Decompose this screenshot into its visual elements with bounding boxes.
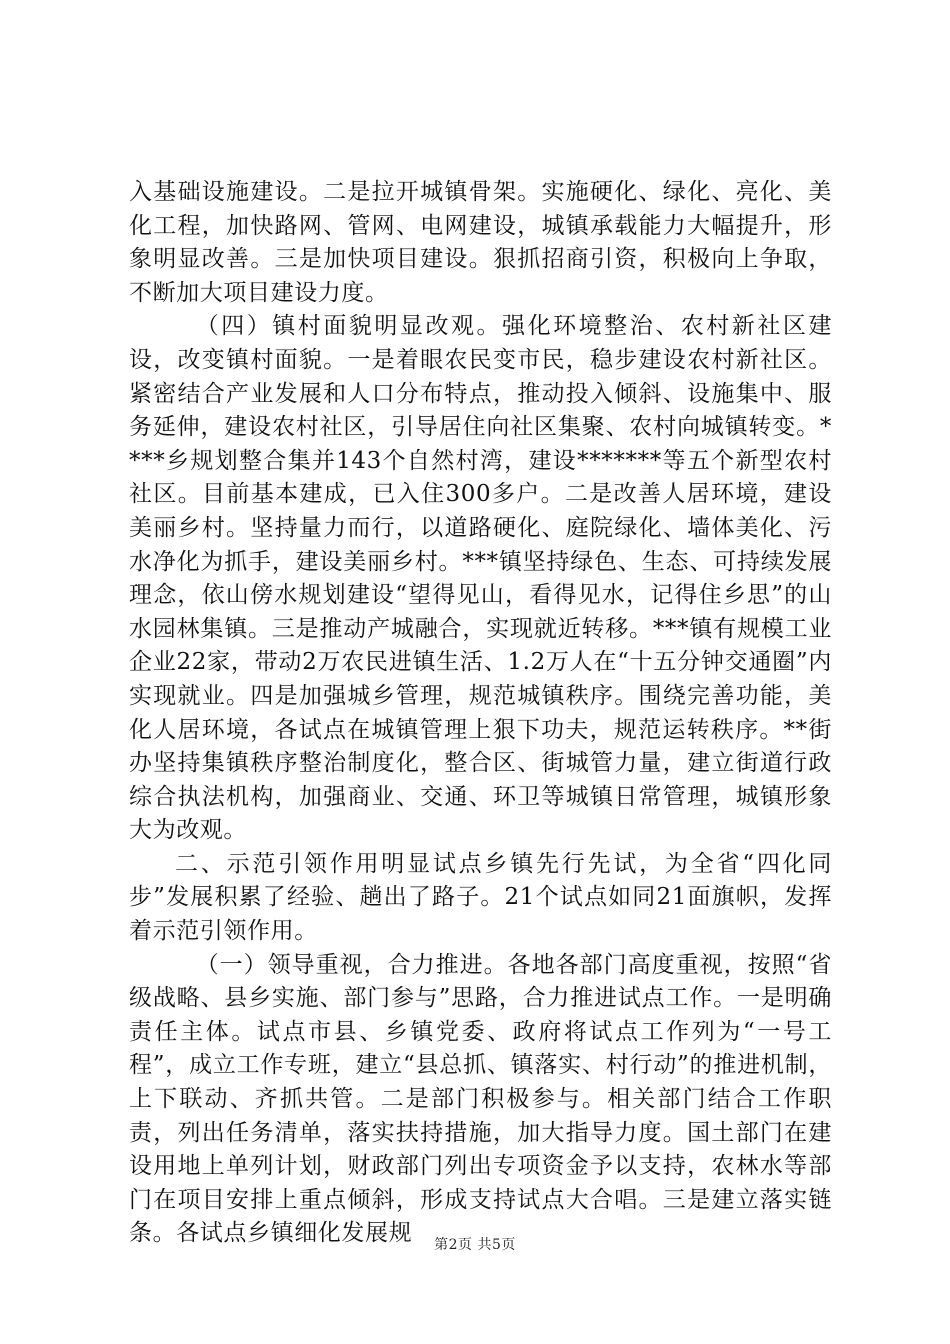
page-footer: 第2页 共5页 xyxy=(434,1237,516,1253)
paragraph-heading-2: 二、示范引领作用明显试点乡镇先行先试，为全省“四化同步”发展积累了经验、趟出了路子。21个试点如同21面旗帜，发挥着示范引领作用。 xyxy=(129,850,832,945)
paragraph-continued: 入基础设施建设。二是拉开城镇骨架。实施硬化、绿化、亮化、美化工程，加快路网、管网、电网建设，城镇承载能力大幅提升，形象明显改善。三是加快项目建设。狠抓招商引资，积极向上争取，不断加大项目建设力度。 xyxy=(129,179,832,306)
paragraph-section-1: （一）领导重视，合力推进。各地各部门高度重视，按照“省级战略、县乡实施、部门参与”思路，合力推进试点工作。一是明确责任主体。试点市县、乡镇党委、政府将试点工作列为“一号工程”，成立工作专班，建立“县总抓、镇落实、村行动”的推进机制，上下联动、齐抓共管。二是部门积极参与。相关部门结合工作职责，列出任务清单，落实扶持措施，加大指导力度。国土部门在建设用地上单列计划，财政部门列出专项资金予以支持，农林水等部门在项目安排上重点倾斜，形成支持试点大合唱。三是建立落实链条。各试点乡镇细化发展规 xyxy=(129,951,832,1247)
document-body xyxy=(129,176,832,1251)
paragraph-section-4: （四）镇村面貌明显改观。强化环境整治、农村新社区建设，改变镇村面貌。一是着眼农民变市民，稳步建设农村新社区。紧密结合产业发展和人口分布特点，推动投入倾斜、设施集中、服务延伸，建设农村社区，引导居住向社区集聚、农村向城镇转变。****乡规划整合集并143个自然村湾，建设*******等五个新型农村社区。目前基本建成，已入住300多户。二是改善人居环境，建设美丽乡村。坚持量力而行，以道路硬化、庭院绿化、墙体美化、污水净化为抓手，建设美丽乡村。***镇坚持绿色、生态、可持续发展理念，依山傍水规划建设“望得见山，看得见水，记得住乡思”的山水园林集镇。三是推动产城融合，实现就近转移。***镇有规模工业企业22家，带动2万农民进镇生活、1.2万人在“十五分钟交通圈”内实现就业。四是加强城乡管理，规范城镇秩序。围绕完善功能，美化人居环境，各试点在城镇管理上狠下功夫，规范运转秩序。**街办坚持集镇秩序整治制度化，整合区、街城管力量，建立街道行政综合执法机构，加强商业、交通、环卫等城镇日常管理，城镇形象大为改观。 xyxy=(129,313,832,844)
